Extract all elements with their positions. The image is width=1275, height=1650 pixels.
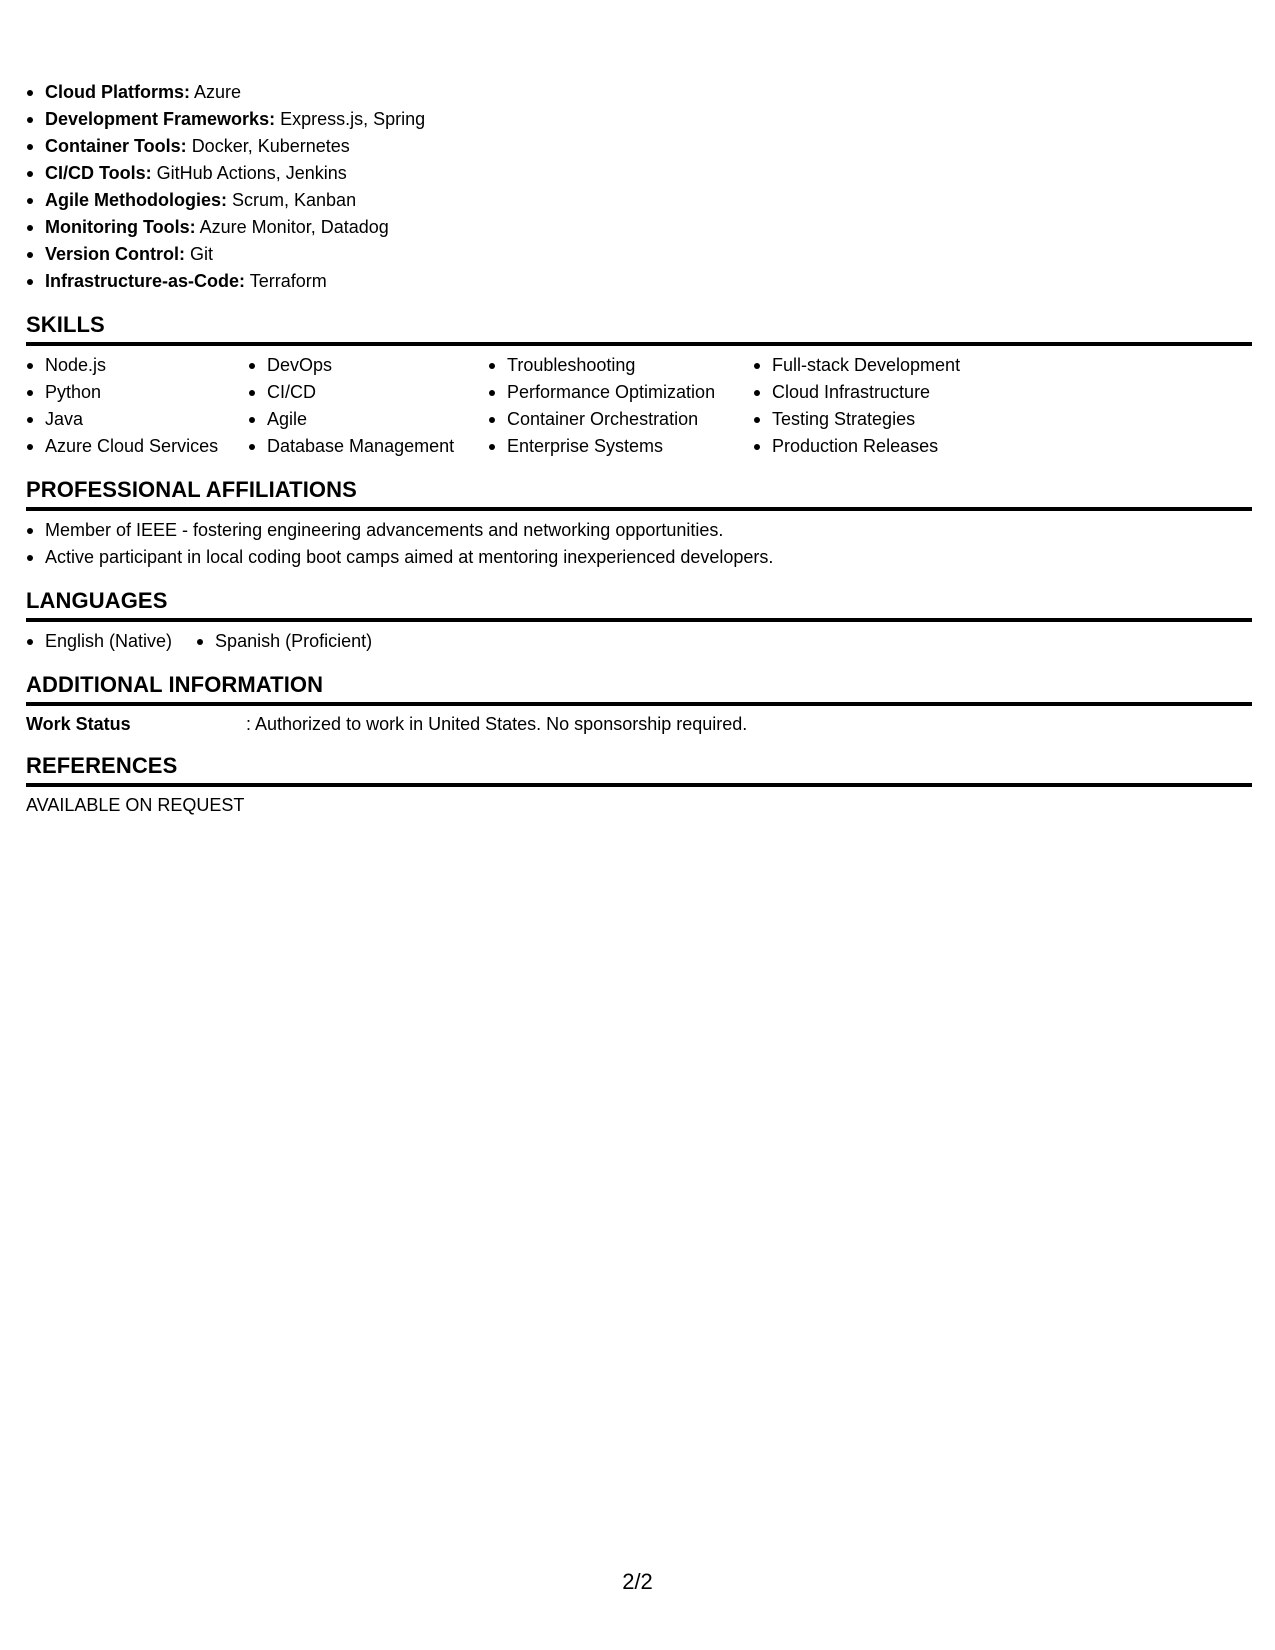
tool-category-value: GitHub Actions, Jenkins: [156, 163, 347, 183]
skill-item: Agile: [248, 406, 488, 433]
work-status-label: Work Status: [26, 714, 131, 734]
section-title-languages: LANGUAGES: [26, 587, 1252, 622]
skill-item: DevOps: [248, 352, 488, 379]
skills-column: [488, 352, 753, 460]
tool-category-value: Git: [190, 244, 214, 264]
affiliations-section: [26, 476, 1252, 571]
list-item: [26, 214, 1252, 241]
list-item: [26, 268, 1252, 295]
tool-category-value: Express.js, Spring: [280, 109, 426, 129]
skill-item: Java: [26, 406, 248, 433]
resume-page: [26, 79, 1252, 817]
page-number: 2/2: [622, 1569, 653, 1594]
skills-column: [248, 352, 488, 460]
technical-tools-list: [26, 79, 1252, 295]
list-item: [26, 241, 1252, 268]
tool-category-label: Version Control:: [45, 244, 186, 264]
list-item: [26, 106, 1252, 133]
tool-category-label: Cloud Platforms:: [45, 82, 191, 102]
section-title-references: REFERENCES: [26, 752, 1252, 787]
skill-item: Performance Optimization: [488, 379, 753, 406]
list-item: [26, 79, 1252, 106]
tool-category-label: Infrastructure-as-Code:: [45, 271, 246, 291]
references-text: AVAILABLE ON REQUEST: [26, 795, 245, 815]
languages-section: [26, 587, 1252, 655]
affiliation-item: Member of IEEE - fostering engineering advancements and networking opportunities.: [26, 517, 1252, 544]
language-item: Spanish (Proficient): [196, 628, 372, 655]
skill-item: Container Orchestration: [488, 406, 753, 433]
tool-category-label: Monitoring Tools:: [45, 217, 196, 237]
skill-item: Database Management: [248, 433, 488, 460]
tool-category-label: Development Frameworks:: [45, 109, 276, 129]
affiliations-list: [26, 517, 1252, 571]
skill-item: Python: [26, 379, 248, 406]
skills-section: [26, 311, 1252, 460]
work-status-row: [26, 712, 1252, 736]
section-title-additional-info: ADDITIONAL INFORMATION: [26, 671, 1252, 706]
list-item: [26, 160, 1252, 187]
section-title-affiliations: PROFESSIONAL AFFILIATIONS: [26, 476, 1252, 511]
languages-list: [26, 628, 1252, 655]
skill-item: Production Releases: [753, 433, 1013, 460]
list-item: [26, 133, 1252, 160]
tool-category-label: CI/CD Tools:: [45, 163, 152, 183]
skills-column: [753, 352, 1013, 460]
tool-category-value: Scrum, Kanban: [232, 190, 357, 210]
tool-category-value: Azure: [194, 82, 242, 102]
skill-item: Full-stack Development: [753, 352, 1013, 379]
tool-category-label: Agile Methodologies:: [45, 190, 227, 210]
skill-item: Cloud Infrastructure: [753, 379, 1013, 406]
tool-category-label: Container Tools:: [45, 136, 187, 156]
skill-item: Testing Strategies: [753, 406, 1013, 433]
tool-category-value: Terraform: [249, 271, 327, 291]
tool-category-value: Docker, Kubernetes: [191, 136, 350, 156]
references-section: [26, 752, 1252, 817]
list-item: [26, 187, 1252, 214]
language-item: English (Native): [26, 628, 172, 655]
skill-item: Troubleshooting: [488, 352, 753, 379]
skills-column: [26, 352, 248, 460]
skill-item: Azure Cloud Services: [26, 433, 248, 460]
additional-info-section: [26, 671, 1252, 736]
section-title-skills: SKILLS: [26, 311, 1252, 346]
skill-item: CI/CD: [248, 379, 488, 406]
skill-item: Node.js: [26, 352, 248, 379]
work-status-value: : Authorized to work in United States. No sponsorship required.: [246, 714, 748, 734]
tool-category-value: Azure Monitor, Datadog: [199, 217, 389, 237]
skill-item: Enterprise Systems: [488, 433, 753, 460]
affiliation-item: Active participant in local coding boot camps aimed at mentoring inexperienced developers.: [26, 544, 1252, 571]
skills-grid: [26, 352, 1252, 460]
